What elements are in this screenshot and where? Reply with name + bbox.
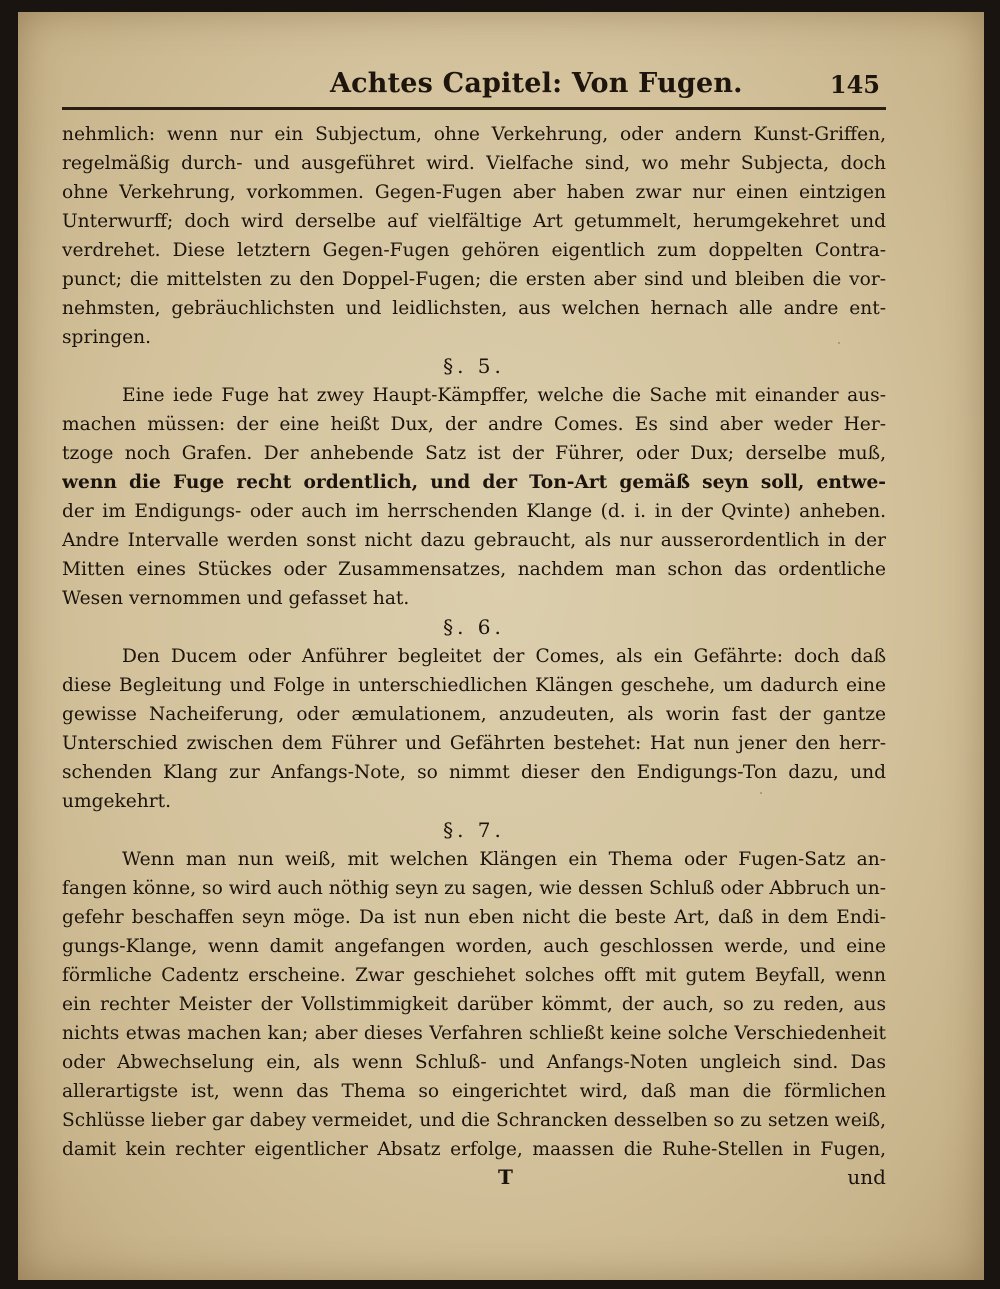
text-line: tzoge noch Grafen. Der anhebende Satz ist der Führer, oder Dux; derselbe muß, (62, 443, 886, 464)
text-line: wenn die Fuge recht ordentlich, und der Ton-Art gemäß seyn soll, entwe- (62, 472, 886, 493)
text-line: Unterwurff; doch wird derselbe auf vielfältige Art getummelt, herumgekehret und (62, 211, 886, 232)
page-number: 145 (829, 70, 880, 99)
text-line: allerartigste ist, wenn das Thema so eingerichtet wird, daß man die förmlichen (62, 1081, 886, 1102)
book-page (18, 12, 984, 1280)
text-line: machen müssen: der eine heißt Dux, der andre Comes. Es sind aber weder Her- (62, 414, 886, 435)
text-line: Eine iede Fuge hat zwey Haupt-Kämpffer, welche die Sache mit einander aus- (122, 385, 886, 406)
text-line: der im Endigungs- oder auch im herrschenden Klange (d. i. in der Qvinte) anheben. (62, 501, 886, 522)
paper-speck (838, 342, 840, 344)
text-line: Wesen vernommen und gefasset hat. (62, 588, 410, 609)
text-line: springen. (62, 327, 152, 348)
text-line: punct; die mittelsten zu den Doppel-Fugen; die ersten aber sind und bleiben die vor- (62, 269, 886, 290)
text-line: Andre Intervalle werden sonst nicht dazu gebraucht, als nur ausserordentlich in der (62, 530, 886, 551)
signature-mark: T (498, 1165, 513, 1189)
text-line: nehmsten, gebräuchlichsten und leidlichsten, aus welchen hernach alle andre ent- (62, 298, 886, 319)
text-line: ohne Verkehrung, vorkommen. Gegen-Fugen aber haben zwar nur einen eintzigen (62, 182, 886, 203)
text-line: umgekehrt. (62, 791, 172, 812)
paragraph-continuation (62, 120, 886, 352)
section-heading-5: §. 5. (443, 354, 505, 378)
text-line: gefehr beschaffen seyn möge. Da ist nun eben nicht die beste Art, daß in dem Endi- (62, 907, 886, 928)
section-heading-6: §. 6. (443, 615, 505, 639)
paper-speck (760, 792, 762, 794)
text-line: nehmlich: wenn nur ein Subjectum, ohne Verkehrung, oder andern Kunst-Griffen, (62, 124, 886, 145)
page-footer (62, 1165, 886, 1194)
text-line: gungs-Klange, wenn damit angefangen worden, auch geschlossen werde, und eine (62, 936, 886, 957)
text-line: ein rechter Meister der Vollstimmigkeit darüber kömmt, der auch, so zu reden, aus (62, 994, 886, 1015)
text-line: Wenn man nun weiß, mit welchen Klängen ein Thema oder Fugen-Satz an- (122, 849, 886, 870)
section-heading-7: §. 7. (443, 818, 505, 842)
text-line: Schlüsse lieber gar dabey vermeidet, und die Schrancken desselben so zu setzen weiß, (62, 1110, 886, 1131)
header-rule (62, 107, 886, 110)
text-line: Unterschied zwischen dem Führer und Gefährten bestehet: Hat nun jener den herr- (62, 733, 886, 754)
chapter-title: Achtes Capitel: Von Fugen. (330, 68, 743, 99)
text-line: Mitten eines Stückes oder Zusammensatzes, nachdem man schon das ordentliche (62, 559, 886, 580)
text-line: fangen könne, so wird auch nöthig seyn zu sagen, wie dessen Schluß oder Abbruch un- (62, 878, 886, 899)
text-line: damit kein rechter eigentlicher Absatz erfolge, maassen die Ruhe-Stellen in Fugen, (62, 1139, 886, 1160)
paragraph-section-5 (62, 381, 886, 613)
text-line: verdrehet. Diese letztern Gegen-Fugen gehören eigentlich zum doppelten Contra- (62, 240, 886, 261)
paper-speck (78, 1152, 80, 1154)
text-line: Den Ducem oder Anführer begleitet der Comes, als ein Gefährte: doch daß (122, 646, 886, 667)
paragraph-section-7 (62, 845, 886, 1164)
text-line: schenden Klang zur Anfangs-Note, so nimmt dieser den Endigungs-Ton dazu, und (62, 762, 886, 783)
catchword: und (847, 1165, 886, 1189)
text-line: oder Abwechselung ein, als wenn Schluß- und Anfangs-Noten ungleich sind. Das (62, 1052, 886, 1073)
text-line: förmliche Cadentz erscheine. Zwar geschiehet solches offt mit gutem Beyfall, wenn (62, 965, 886, 986)
paragraph-section-6 (62, 642, 886, 816)
text-line: nichts etwas machen kan; aber dieses Verfahren schließt keine solche Verschiedenheit (62, 1023, 886, 1044)
text-line: regelmäßig durch- und ausgeführet wird. Vielfache sind, wo mehr Subjecta, doch (62, 153, 886, 174)
running-header (62, 66, 884, 100)
text-line: diese Begleitung und Folge in unterschiedlichen Klängen geschehe, um dadurch eine (62, 675, 886, 696)
text-line: gewisse Nacheiferung, oder æmulationem, anzudeuten, als worin fast der gantze (62, 704, 886, 725)
body-text (62, 120, 886, 1164)
